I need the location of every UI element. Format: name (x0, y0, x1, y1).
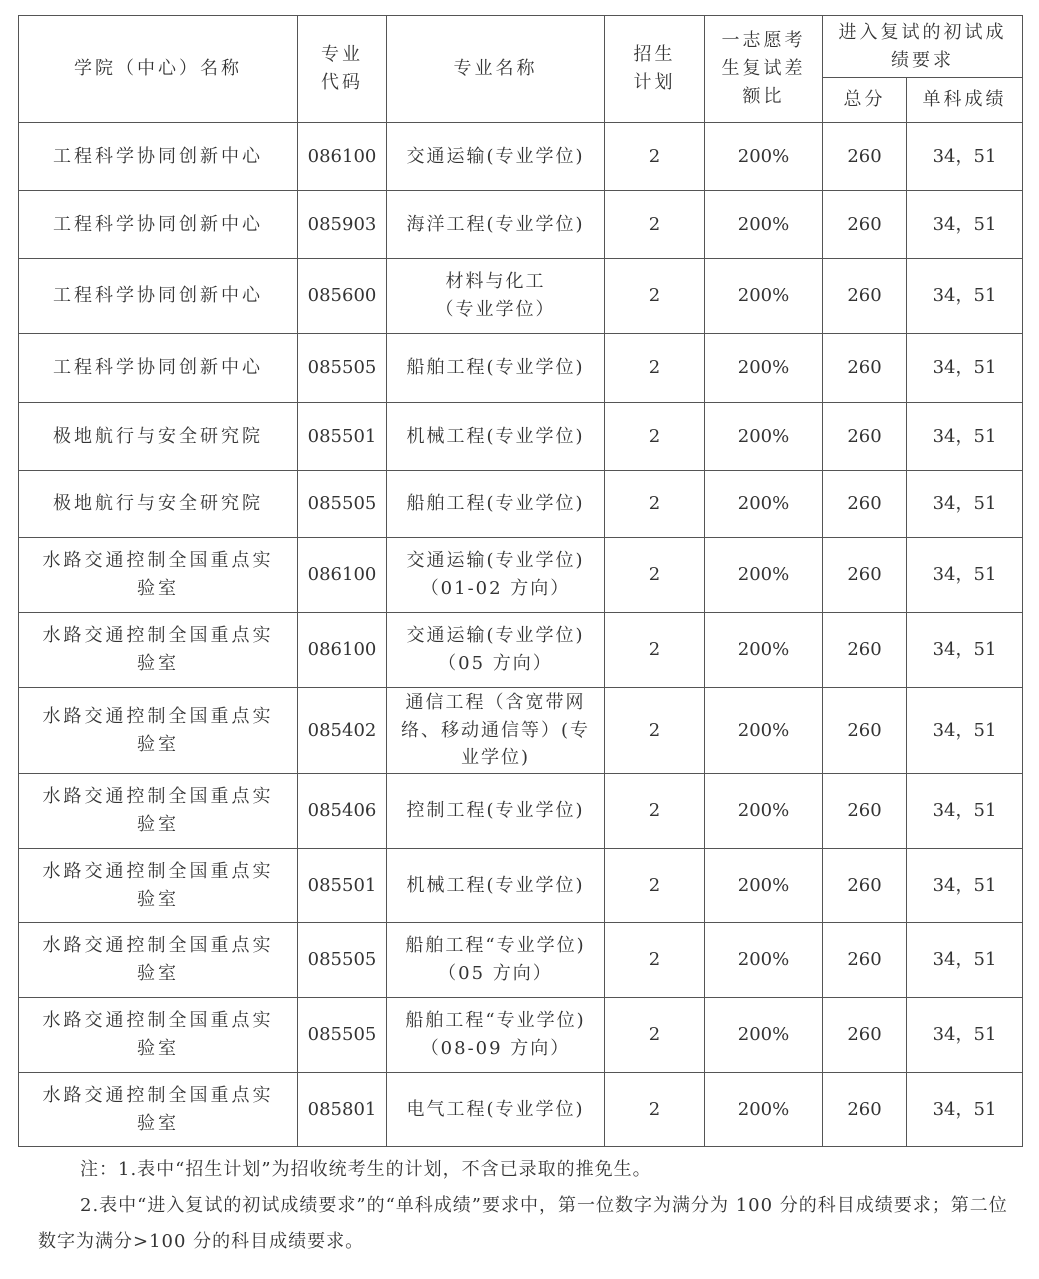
cell-college: 工程科学协同创新中心 (19, 334, 298, 403)
cell-major: 船舶工程“专业学位) （05 方向） (387, 923, 605, 998)
cell-college: 水路交通控制全国重点实验室 (19, 849, 298, 923)
cell-ratio: 200% (705, 774, 823, 849)
notes (38, 1152, 1008, 1260)
cell-college: 水路交通控制全国重点实验室 (19, 1073, 298, 1147)
cell-plan: 2 (605, 471, 705, 538)
cell-college: 工程科学协同创新中心 (19, 259, 298, 334)
cell-college: 水路交通控制全国重点实验室 (19, 688, 298, 774)
note-2 (38, 1188, 1008, 1260)
cell-major: 通信工程（含宽带网 络、移动通信等）(专 业学位) (387, 688, 605, 774)
cell-major: 机械工程(专业学位) (387, 403, 605, 471)
cell-total: 260 (823, 613, 907, 688)
cell-ratio: 200% (705, 1073, 823, 1147)
cell-college: 水路交通控制全国重点实验室 (19, 613, 298, 688)
cell-code: 085903 (298, 191, 387, 259)
cell-code: 085501 (298, 849, 387, 923)
cell-total: 260 (823, 923, 907, 998)
header-plan: 招生 计划 (605, 16, 705, 123)
table-row (19, 688, 1023, 774)
cell-total: 260 (823, 123, 907, 191)
cell-single: 34，51 (907, 849, 1023, 923)
cell-plan: 2 (605, 613, 705, 688)
cell-total: 260 (823, 774, 907, 849)
cell-code: 086100 (298, 613, 387, 688)
cell-total: 260 (823, 334, 907, 403)
cell-single: 34，51 (907, 403, 1023, 471)
cell-code: 085505 (298, 334, 387, 403)
cell-college: 工程科学协同创新中心 (19, 123, 298, 191)
cell-plan: 2 (605, 1073, 705, 1147)
cell-single: 34，51 (907, 471, 1023, 538)
cell-plan: 2 (605, 538, 705, 613)
header-single: 单科成绩 (907, 78, 1023, 123)
cell-ratio: 200% (705, 849, 823, 923)
cell-ratio: 200% (705, 334, 823, 403)
cell-college: 水路交通控制全国重点实验室 (19, 538, 298, 613)
cell-ratio: 200% (705, 613, 823, 688)
header-college: 学院（中心）名称 (19, 16, 298, 123)
cell-major: 船舶工程(专业学位) (387, 471, 605, 538)
table-row (19, 538, 1023, 613)
cell-single: 34，51 (907, 774, 1023, 849)
cell-total: 260 (823, 191, 907, 259)
header-major: 专业名称 (387, 16, 605, 123)
cell-single: 34，51 (907, 613, 1023, 688)
cell-plan: 2 (605, 688, 705, 774)
cell-code: 085501 (298, 403, 387, 471)
cell-code: 085505 (298, 998, 387, 1073)
cell-code: 085406 (298, 774, 387, 849)
cell-total: 260 (823, 259, 907, 334)
note-2-text: 2.表中“进入复试的初试成绩要求”的“单科成绩”要求中，第一位数字为满分为 100 分的科目成绩要求；第二位数字为满分>100 分的科目成绩要求。 (38, 1195, 1008, 1252)
cell-plan: 2 (605, 191, 705, 259)
cell-college: 水路交通控制全国重点实验室 (19, 923, 298, 998)
cell-single: 34，51 (907, 334, 1023, 403)
cell-college: 极地航行与安全研究院 (19, 403, 298, 471)
cell-ratio: 200% (705, 403, 823, 471)
cell-ratio: 200% (705, 998, 823, 1073)
cell-single: 34，51 (907, 688, 1023, 774)
cell-major: 交通运输(专业学位) （05 方向） (387, 613, 605, 688)
cell-code: 086100 (298, 538, 387, 613)
table-row (19, 259, 1023, 334)
cell-major: 交通运输(专业学位) (387, 123, 605, 191)
table-row (19, 191, 1023, 259)
cell-plan: 2 (605, 403, 705, 471)
cell-single: 34，51 (907, 998, 1023, 1073)
cell-ratio: 200% (705, 538, 823, 613)
cell-single: 34，51 (907, 123, 1023, 191)
header-requirement: 进入复试的初试成 绩要求 (823, 16, 1023, 78)
cell-college: 水路交通控制全国重点实验室 (19, 774, 298, 849)
cell-code: 085801 (298, 1073, 387, 1147)
table-body (19, 123, 1023, 1147)
cell-total: 260 (823, 998, 907, 1073)
cell-major: 船舶工程(专业学位) (387, 334, 605, 403)
cell-total: 260 (823, 1073, 907, 1147)
cell-plan: 2 (605, 923, 705, 998)
cell-plan: 2 (605, 334, 705, 403)
cell-code: 085600 (298, 259, 387, 334)
cell-major: 海洋工程(专业学位) (387, 191, 605, 259)
table-row (19, 403, 1023, 471)
cell-plan: 2 (605, 998, 705, 1073)
cell-major: 交通运输(专业学位) （01-02 方向） (387, 538, 605, 613)
table-row (19, 123, 1023, 191)
cell-total: 260 (823, 849, 907, 923)
cell-ratio: 200% (705, 471, 823, 538)
cell-code: 085402 (298, 688, 387, 774)
note-1: 注：1.表中“招生计划”为招收统考生的计划，不含已录取的推免生。 (80, 1159, 652, 1180)
cell-total: 260 (823, 538, 907, 613)
cell-code: 085505 (298, 471, 387, 538)
cell-major: 船舶工程“专业学位) （08-09 方向） (387, 998, 605, 1073)
cell-ratio: 200% (705, 688, 823, 774)
table-row (19, 774, 1023, 849)
cell-plan: 2 (605, 123, 705, 191)
table-row (19, 923, 1023, 998)
cell-plan: 2 (605, 259, 705, 334)
cell-major: 机械工程(专业学位) (387, 849, 605, 923)
cell-college: 工程科学协同创新中心 (19, 191, 298, 259)
cell-college: 极地航行与安全研究院 (19, 471, 298, 538)
cell-single: 34，51 (907, 259, 1023, 334)
cell-ratio: 200% (705, 259, 823, 334)
header-code: 专业 代码 (298, 16, 387, 123)
cell-ratio: 200% (705, 923, 823, 998)
admission-requirements-table (18, 15, 1023, 1147)
header-total: 总分 (823, 78, 907, 123)
cell-ratio: 200% (705, 123, 823, 191)
cell-code: 086100 (298, 123, 387, 191)
cell-single: 34，51 (907, 1073, 1023, 1147)
table-row (19, 849, 1023, 923)
cell-total: 260 (823, 403, 907, 471)
cell-single: 34，51 (907, 538, 1023, 613)
cell-major: 材料与化工 （专业学位） (387, 259, 605, 334)
cell-single: 34，51 (907, 923, 1023, 998)
table-row (19, 334, 1023, 403)
cell-code: 085505 (298, 923, 387, 998)
cell-plan: 2 (605, 849, 705, 923)
cell-single: 34，51 (907, 191, 1023, 259)
cell-major: 电气工程(专业学位) (387, 1073, 605, 1147)
header-ratio: 一志愿考 生复试差 额比 (705, 16, 823, 123)
table-row (19, 998, 1023, 1073)
table-row (19, 613, 1023, 688)
table-row (19, 471, 1023, 538)
table-row (19, 1073, 1023, 1147)
cell-ratio: 200% (705, 191, 823, 259)
cell-total: 260 (823, 471, 907, 538)
cell-total: 260 (823, 688, 907, 774)
cell-plan: 2 (605, 774, 705, 849)
cell-college: 水路交通控制全国重点实验室 (19, 998, 298, 1073)
cell-major: 控制工程(专业学位) (387, 774, 605, 849)
